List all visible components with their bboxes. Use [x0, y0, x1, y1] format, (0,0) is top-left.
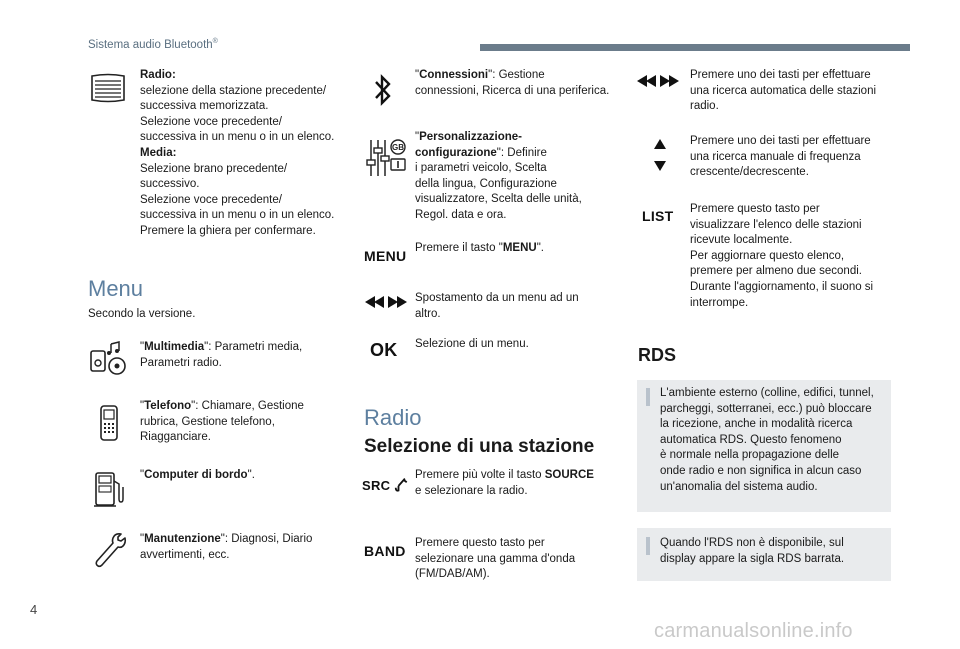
rds-heading: RDS [638, 345, 677, 365]
svg-text:GB: GB [392, 143, 404, 152]
left-right-arrows-icon [364, 293, 408, 311]
telefono-description: "Telefono": Chiamare, Gestione rubrica, Gestione telefono, Riagganciare. [140, 400, 304, 444]
rds-info-text: L'ambiente esterno (colline, edifici, tunnel, parcheggi, sotterranei, ecc.) può bloccare la ricezione, anche in modalità ricerca automatica RDS. Questo fenomeno è normale nella propagazione delle onde radio e non significa in alcun caso un'anomalia del sistema audio. [660, 387, 874, 493]
list-description: Premere questo tasto per visualizzare l'elenco delle stazioni ricevute localmente. Per aggiornare questo elenco, premere per almeno due secondi. Durante l'aggiornamento, il suono si interrompe. [690, 203, 874, 309]
manual-description: Premere uno dei tasti per effettuare una ricerca manuale di frequenza crescente/decrescente. [690, 135, 871, 179]
rds-unavailable-note [637, 528, 891, 581]
menu-key-description: Premere il tasto "MENU". [415, 242, 544, 254]
menu-heading: Menu [88, 276, 144, 301]
personalizzazione-description: "Personalizzazione- configurazione": Definire i parametri veicolo, Scelta della lingua, Configurazione visualizzatore, Scelta delle unità, Regol. data e ora. [415, 131, 582, 221]
running-header: Sistema audio Bluetooth® [88, 38, 218, 51]
multimedia-icon [86, 340, 130, 376]
src-key-label: SRC [362, 477, 391, 493]
ok-description: Selezione di un menu. [415, 338, 529, 350]
watermark: carmanualsonline.info [654, 620, 853, 642]
multimedia-description: "Multimedia": Parametri media, Parametri radio. [140, 341, 303, 369]
radio-media-description: Radio: selezione della stazione precedente/ successiva memorizzata. Selezione voce precedente/ successiva in un menu o in un elenco. Media: Selezione brano precedente/ successivo. Selezione voce precedente/ successiva in un menu o in un elenco. Premere la ghiera per confermare. [140, 69, 335, 237]
info-marker-icon [646, 388, 650, 406]
band-key-label: BAND [364, 543, 406, 559]
scroll-wheel-icon [88, 72, 128, 104]
rds-unavailable-text: Quando l'RDS non è disponibile, sul display appare la sigla RDS barrata. [660, 537, 845, 565]
computer-description: "Computer di bordo". [140, 469, 255, 481]
band-description: Premere questo tasto per selezionare una gamma d'onda (FM/DAB/AM). [415, 537, 576, 581]
rds-info-note [637, 380, 891, 512]
arrows-description: Spostamento da un menu ad un altro. [415, 292, 579, 320]
up-down-arrows-icon [650, 137, 670, 173]
src-key-icon [362, 474, 408, 496]
seek-description: Premere uno dei tasti per effettuare una ricerca automatica delle stazioni radio. [690, 69, 877, 113]
settings-sliders-icon [364, 137, 408, 179]
list-key-label: LIST [642, 208, 674, 224]
header-bar [480, 44, 910, 51]
radio-heading: Radio [364, 405, 422, 430]
info-marker-icon [646, 537, 650, 555]
bluetooth-icon [370, 70, 396, 110]
station-selection-heading: Selezione di una stazione [364, 436, 595, 457]
wrench-icon [90, 530, 128, 570]
phone-icon [96, 403, 122, 443]
ok-key-label: OK [370, 340, 398, 360]
seek-arrows-icon [636, 72, 680, 90]
src-description: Premere più volte il tasto SOURCE e selezionare la radio. [415, 469, 594, 497]
trip-computer-icon [92, 470, 126, 510]
manutenzione-description: "Manutenzione": Diagnosi, Diario avvertimenti, ecc. [140, 533, 313, 561]
menu-intro: Secondo la versione. [88, 308, 196, 320]
menu-key-label: MENU [364, 248, 407, 264]
connessioni-description: "Connessioni": Gestione connessioni, Ricerca di una periferica. [415, 69, 610, 97]
page-number: 4 [30, 602, 38, 617]
